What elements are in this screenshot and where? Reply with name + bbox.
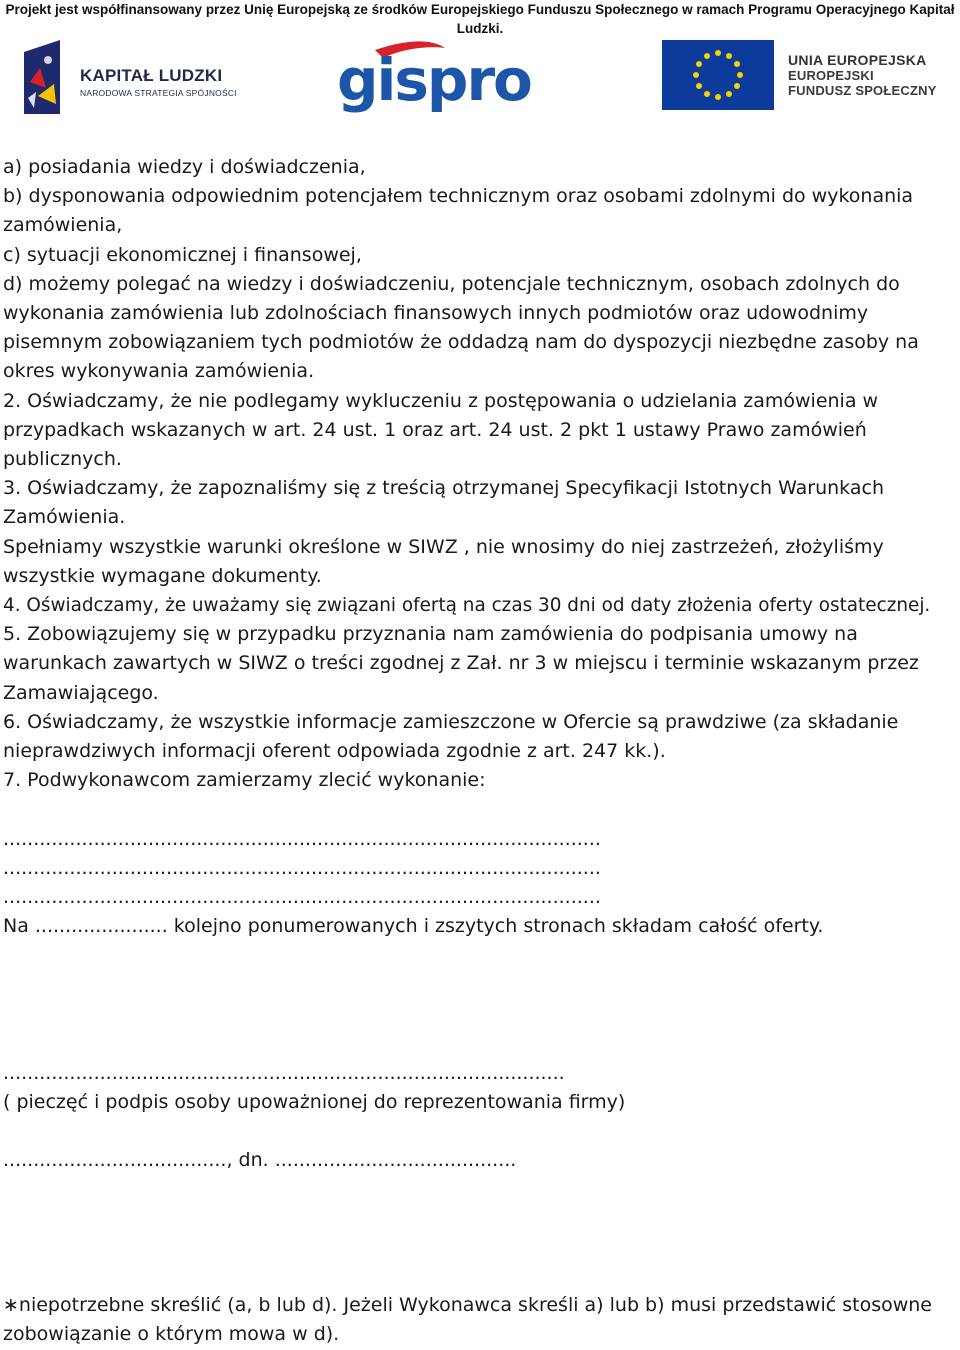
declaration-point-3: 3. Oświadczamy, że zapoznaliśmy się z treścią otrzymanej Specyfikacji Istotnych Warunkach Zamówienia. (3, 477, 884, 529)
eu-fund-line1: EUROPEJSKI (788, 68, 874, 83)
gispro-text: gispro (337, 46, 531, 114)
eu-fund-line2: FUNDUSZ SPOŁECZNY (788, 83, 937, 98)
signature-caption: ( pieczęć i podpis osoby upoważnionej do reprezentowania firmy) (3, 1091, 626, 1113)
declaration-body (3, 153, 958, 795)
footnote-text: niepotrzebne skreślić (a, b lub d). Jeżeli Wykonawca skreśli a) lub b) musi przedstawić stosowne zobowiązanie o którym mowa w d). (3, 1294, 932, 1345)
declaration-point-4: 4. Oświadczamy, że uważamy się związani ofertą na czas 30 dni od daty złożenia oferty ostatecznej. (3, 595, 931, 617)
condition-d: d) możemy polegać na wiedzy i doświadczeniu, potencjale technicznym, osobach zdolnych do wykonania zamówienia lub zdolnościach finansowych innych podmiotów oraz udowodnimy pisemnym zobowiązaniem tych podmiotów że oddadzą nam do dyspozycji niezbędne zasoby na okres wykonywania zamówienia. (3, 272, 919, 383)
gispro-wordmark (335, 38, 550, 116)
declaration-point-7: 7. Podwykonawcom zamierzamy zlecić wykonanie: (3, 769, 486, 792)
subcontractor-fill-line[interactable]: ................................................................................................... (3, 886, 601, 908)
eu-title: UNIA EUROPEJSKA (788, 52, 927, 68)
subcontractor-fill-line[interactable]: ................................................................................................... (3, 828, 601, 850)
declaration-point-6: 6. Oświadczamy, że wszystkie informacje zamieszczone w Ofercie są prawdziwe (za składanie nieprawdziwych informacji oferent odpowiada zgodnie z art. 247 kk.). (3, 710, 899, 763)
cofinancing-banner: Projekt jest współfinansowany przez Unię Europejską ze środków Europejskiego Funduszu Społecznego w ramach Programu Operacyjnego Kapitał Ludzki. (5, 2, 955, 36)
declaration-point-2: 2. Oświadczamy, że nie podlegamy wykluczeniu z postępowania o udzielania zamówienia w przypadkach wskazanych w art. 24 ust. 1 oraz art. 24 ust. 2 pkt 1 ustawy Prawo zamówień publicznych. (3, 389, 879, 471)
condition-b: b) dysponowania odpowiednim potencjałem technicznym oraz osobami zdolnymi do wykonania zamówienia, (3, 185, 914, 237)
declaration-point-3-continued: Spełniamy wszystkie warunki określone w SIWZ , nie wnosimy do niej zastrzeżeń, złożyliśmy wszystkie wymagane dokumenty. (3, 535, 884, 587)
page-count-line: Na ...................... kolejno ponumerowanych i zszytych stronach składam całość oferty. (3, 915, 824, 937)
eu-flag-icon (662, 40, 774, 110)
eu-logo (662, 40, 952, 112)
condition-a: a) posiadania wiedzy i doświadczenia, (3, 156, 366, 178)
footnote (3, 1291, 958, 1349)
subcontractor-fill-line[interactable]: ................................................................................................... (3, 857, 601, 879)
place-date-line[interactable]: ....................................., dn. ........................................ (3, 1149, 517, 1171)
logo-strip (0, 36, 960, 120)
kapital-ludzki-subtitle: NARODOWA STRATEGIA SPÓJNOŚCI (80, 88, 237, 98)
kapital-ludzki-logo (20, 38, 250, 116)
kapital-ludzki-emblem (20, 38, 80, 116)
asterisk-icon: ∗ (3, 1294, 19, 1316)
kapital-ludzki-title: KAPITAŁ LUDZKI (80, 66, 223, 85)
signature-fill-line[interactable]: ............................................................................................. (3, 1062, 565, 1084)
gispro-logo (335, 38, 550, 116)
condition-c: c) sytuacji ekonomicznej i finansowej, (3, 243, 362, 266)
declaration-point-5: 5. Zobowiązujemy się w przypadku przyznania nam zamówienia do podpisania umowy na warunkach zawartych w SIWZ o treści zgodnej z Zał. nr 3 w miejscu i terminie wskazanym przez Zamawiającego. (3, 623, 919, 704)
